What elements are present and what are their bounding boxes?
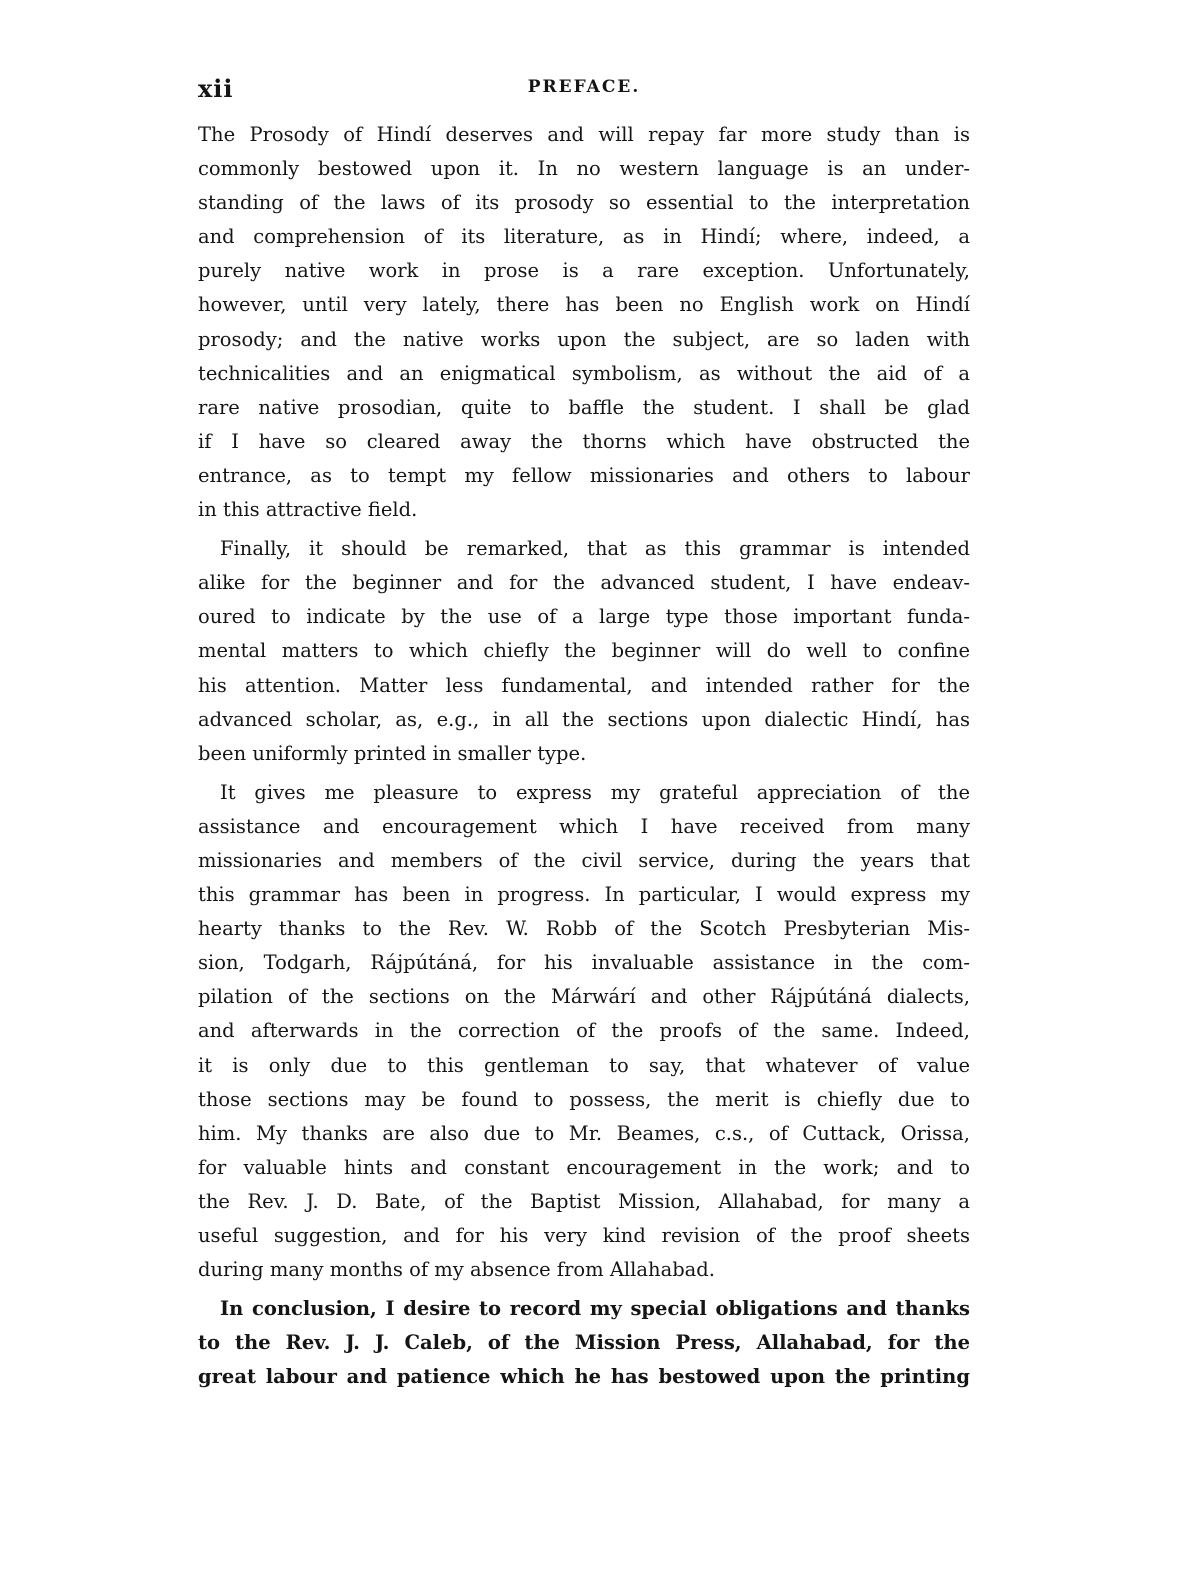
text-line: in this attractive field. (198, 498, 418, 522)
text-line: rare native prosodian, quite to baffle the student. I shall be glad (198, 395, 970, 419)
text-line: advanced scholar, as, e.g., in all the sections upon dialectic Hindí, has (198, 707, 970, 731)
page-number: xii (198, 74, 234, 103)
text-line: It gives me pleasure to express my grateful appreciation of the (220, 780, 970, 804)
paragraph-conclusion (198, 1292, 970, 1394)
text-line: to the Rev. J. J. Caleb, of the Mission Press, Allahabad, for the (198, 1331, 970, 1355)
text-line: those sections may be found to possess, the merit is chiefly due to (198, 1087, 970, 1111)
text-line: however, until very lately, there has been no English work on Hindí (198, 293, 970, 317)
text-line: the Rev. J. D. Bate, of the Baptist Mission, Allahabad, for many a (198, 1189, 970, 1213)
text-line: hearty thanks to the Rev. W. Robb of the Scotch Presbyterian Mis- (198, 917, 970, 941)
paragraph-prosody (198, 118, 970, 527)
text-line: The Prosody of Hindí deserves and will repay far more study than is (198, 123, 970, 146)
text-line: during many months of my absence from Allahabad. (198, 1258, 715, 1282)
text-line: mental matters to which chiefly the beginner will do well to confine (198, 639, 970, 663)
text-line: missionaries and members of the civil service, during the years that (198, 848, 970, 872)
body-text (198, 118, 970, 1394)
text-line: been uniformly printed in smaller type. (198, 741, 587, 765)
text-line: technicalities and an enigmatical symbolism, as without the aid of a (198, 361, 970, 385)
paragraph-acknowledgements (198, 776, 970, 1287)
text-line: and afterwards in the correction of the proofs of the same. Indeed, (198, 1019, 970, 1043)
text-line: prosody; and the native works upon the subject, are so laden with (198, 327, 970, 351)
text-line: Finally, it should be remarked, that as this grammar is intended (220, 537, 970, 561)
text-line: assistance and encouragement which I have received from many (198, 814, 970, 838)
text-line: alike for the beginner and for the advanced student, I have endeav- (198, 571, 970, 595)
paragraph-finally (198, 532, 970, 771)
text-line: In conclusion, I desire to record my special obligations and thanks (220, 1297, 970, 1321)
text-line: useful suggestion, and for his very kind revision of the proof sheets (198, 1224, 970, 1247)
text-line: it is only due to this gentleman to say, that whatever of value (198, 1053, 970, 1077)
text-line: entrance, as to tempt my fellow missionaries and others to labour (198, 463, 970, 487)
text-line: him. My thanks are also due to Mr. Beames, c.s., of Cuttack, Orissa, (198, 1121, 970, 1145)
text-line: standing of the laws of its prosody so essential to the interpretation (198, 191, 970, 215)
text-line: oured to indicate by the use of a large type those important funda- (198, 605, 970, 629)
text-line: great labour and patience which he has bestowed upon the printing (198, 1365, 970, 1389)
text-line: purely native work in prose is a rare exception. Unfortunately, (198, 259, 970, 283)
text-line: pilation of the sections on the Márwárí and other Rájpútáná dialects, (198, 985, 970, 1009)
text-line: if I have so cleared away the thorns which have obstructed the (198, 429, 970, 453)
text-line: and comprehension of its literature, as in Hindí; where, indeed, a (198, 225, 970, 249)
running-head: PREFACE. (527, 77, 641, 97)
page-header (198, 74, 970, 104)
text-line: commonly bestowed upon it. In no western language is an under- (198, 157, 970, 181)
text-line: for valuable hints and constant encouragement in the work; and to (198, 1155, 970, 1179)
text-line: his attention. Matter less fundamental, and intended rather for the (198, 673, 970, 697)
text-line: this grammar has been in progress. In particular, I would express my (198, 883, 970, 907)
text-line: sion, Todgarh, Rájpútáná, for his invaluable assistance in the com- (198, 951, 970, 975)
